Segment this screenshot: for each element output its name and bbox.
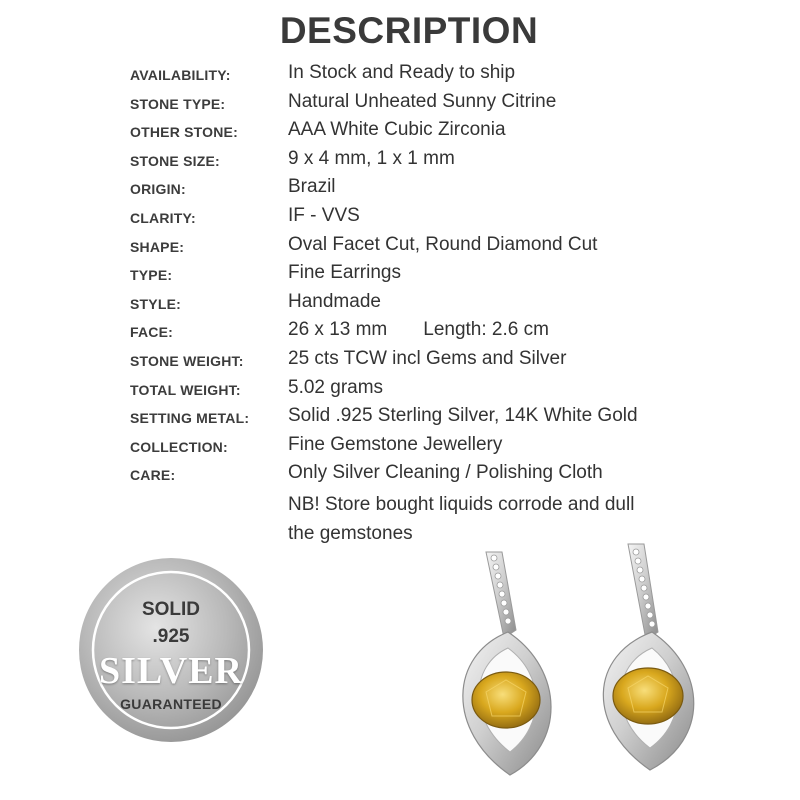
earrings-product-image xyxy=(440,520,750,795)
spec-value: Fine Earrings xyxy=(288,262,401,284)
spec-label: TOTAL WEIGHT: xyxy=(130,381,241,398)
spec-value: IF - VVS xyxy=(288,204,360,226)
spec-value xyxy=(288,319,549,341)
spec-value: In Stock and Ready to ship xyxy=(288,62,516,83)
badge-line-925: .925 xyxy=(152,626,190,647)
care-line: NB! Store bought liquids corrode and dull xyxy=(288,493,635,515)
spec-label: STONE SIZE: xyxy=(130,152,220,169)
spec-label: FACE: xyxy=(130,324,173,341)
spec-label: CARE: xyxy=(130,467,176,484)
spec-label: SHAPE: xyxy=(130,238,185,255)
spec-value: Brazil xyxy=(288,176,336,198)
silver-guarantee-badge xyxy=(78,555,264,745)
face-length: Length: 2.6 cm xyxy=(423,319,549,341)
badge-line-guaranteed: GUARANTEED xyxy=(120,696,222,712)
spec-label: ORIGIN: xyxy=(130,181,186,198)
spec-value: 5.02 grams xyxy=(288,376,384,398)
left-earring xyxy=(463,552,551,775)
spec-label: COLLECTION: xyxy=(130,438,228,455)
spec-label: SETTING METAL: xyxy=(130,410,250,427)
spec-label: STONE WEIGHT: xyxy=(130,352,244,369)
right-earring xyxy=(603,544,693,770)
spec-value: Solid .925 Sterling Silver, 14K White Gold xyxy=(288,405,638,427)
spec-value: 9 x 4 mm, 1 x 1 mm xyxy=(288,147,455,169)
spec-label: STYLE: xyxy=(130,295,181,312)
spec-value: Handmade xyxy=(288,290,381,312)
spec-label: TYPE: xyxy=(130,267,173,284)
spec-label: STONE TYPE: xyxy=(130,95,226,112)
badge-line-silver: SILVER xyxy=(98,650,243,692)
citrine-earrings-icon xyxy=(440,520,750,795)
spec-label: OTHER STONE: xyxy=(130,124,238,141)
care-line: Only Silver Cleaning / Polishing Cloth xyxy=(288,462,603,484)
page-title: DESCRIPTION xyxy=(279,10,539,51)
spec-label: CLARITY: xyxy=(130,209,196,226)
spec-value: 25 cts TCW incl Gems and Silver xyxy=(288,347,567,369)
face-size: 26 x 13 mm xyxy=(288,319,388,341)
spec-value: Fine Gemstone Jewellery xyxy=(288,433,503,455)
spec-value: Natural Unheated Sunny Citrine xyxy=(288,90,557,112)
care-line: the gemstones xyxy=(288,522,413,544)
spec-value: AAA White Cubic Zirconia xyxy=(288,119,506,141)
spec-label: AVAILABILITY: xyxy=(130,67,231,83)
badge-line-solid: SOLID xyxy=(141,599,201,620)
spec-value: Oval Facet Cut, Round Diamond Cut xyxy=(288,233,598,255)
